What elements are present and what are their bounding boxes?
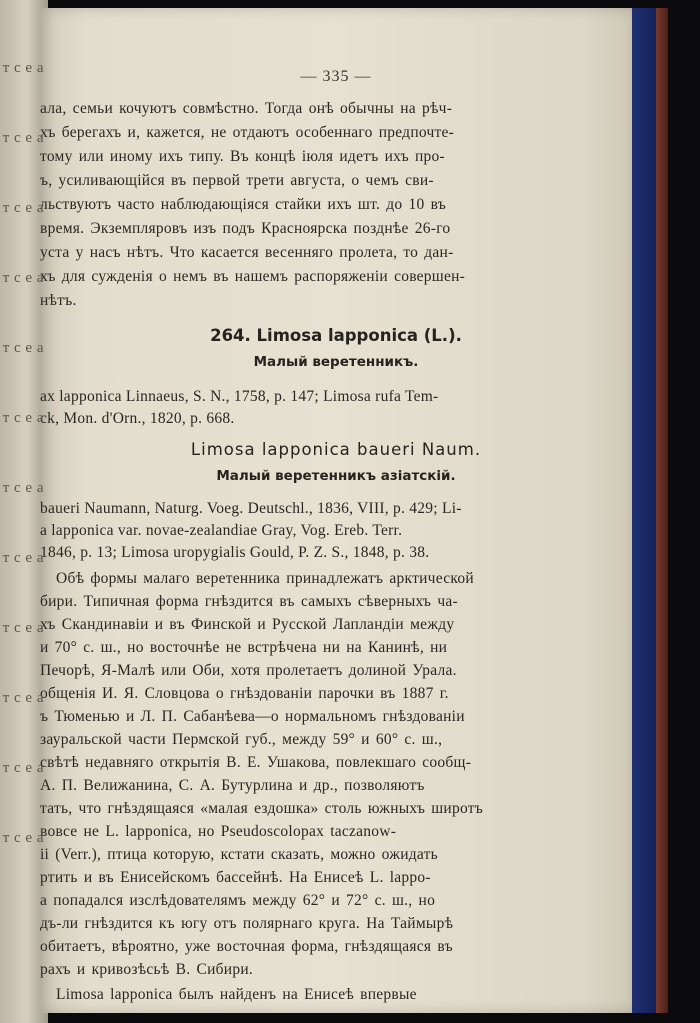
reference-line: 1846, p. 13; Limosa uropygialis Gould, P. Z. S., 1848, p. 38. — [40, 544, 430, 561]
book-page — [40, 8, 632, 1013]
facing-page-text — [0, 0, 48, 1023]
text-line: ъ, усиливающійся въ первой трети августа, о чемъ сви- — [40, 172, 434, 189]
facing-page-letter — [0, 690, 44, 707]
text-line: a попадался изслѣдователямъ между 62° и 72° с. ш., но — [40, 892, 436, 909]
text-line: вовсе не L. lapponica, но Pseudoscolopax taczanow- — [40, 823, 397, 840]
species-heading: 264. Limosa lapponica (L.). — [210, 326, 462, 345]
facing-page-letter — [0, 410, 44, 427]
text-line: общенія И. Я. Словцова о гнѣздованіи парочки въ 1887 г. — [40, 685, 449, 702]
reference-line: a lapponica var. novae-zealandiae Gray, Vog. Ereb. Terr. — [40, 522, 403, 539]
reference-line: baueri Naumann, Naturg. Voeg. Deutschl., 1836, VIII, p. 429; Li- — [40, 500, 462, 517]
text-line: тать, что гнѣздящаяся «малая ездошка» столь южныхъ широтъ — [40, 800, 484, 817]
species-common-name: Малый веретенникъ. — [253, 354, 419, 370]
facing-page-letter — [0, 620, 44, 637]
facing-page-letter — [0, 550, 44, 567]
facing-page-letter — [0, 760, 44, 777]
reference-line: ax lapponica Linnaeus, S. N., 1758, p. 147; Limosa rufa Tem- — [40, 388, 439, 405]
facing-page-letter — [0, 830, 44, 847]
text-line: и 70° с. ш., но восточнѣе не встрѣчена ни на Канинѣ, ни — [40, 639, 448, 656]
text-line: нѣтъ. — [40, 292, 77, 309]
text-line: время. Экземпляровъ изъ подъ Красноярска позднѣе 26-го — [40, 220, 451, 237]
reference-line: ck, Mon. d'Orn., 1820, p. 668. — [40, 410, 235, 427]
text-line: хъ Скандинавіи и въ Финской и Русской Лапландіи между — [40, 616, 455, 633]
text-line: Печорѣ, Я-Малѣ или Оби, хотя пролетаетъ долиной Урала. — [40, 662, 457, 679]
facing-page-letter — [0, 200, 44, 217]
text-line: бири. Типичная форма гнѣздится въ самыхъ сѣверныхъ ча- — [40, 593, 458, 610]
text-line: ртить и въ Енисейскомъ бассейнѣ. На Енисеѣ L. lappo- — [40, 869, 431, 886]
text-line: Обѣ формы малаго веретенника принадлежатъ арктической — [56, 570, 474, 587]
text-line: хъ для сужденія о немъ въ нашемъ распоряженіи совершен- — [40, 268, 466, 285]
text-line: зауральской части Пермской губ., между 59° и 60° с. ш., — [40, 731, 443, 748]
text-line: тому или иному ихъ типу. Въ концѣ іюля идетъ ихъ про- — [40, 148, 445, 165]
facing-page-letter — [0, 270, 44, 287]
text-line: дъ-ли гнѣздится къ югу отъ полярнаго круга. На Таймырѣ — [40, 915, 454, 932]
facing-page-letter — [0, 60, 44, 77]
text-line: ъ Тюменью и Л. П. Сабанѣева—о нормальномъ гнѣздованіи — [40, 708, 465, 725]
facing-page-letter — [0, 130, 44, 147]
page-number: — 335 — — [300, 68, 372, 85]
text-line: Limosa lapponica былъ найденъ на Енисеѣ впервые — [56, 986, 417, 1003]
text-line: ала, семьи кочуютъ совмѣстно. Тогда онѣ обычны на рѣч- — [40, 100, 453, 117]
text-line: свѣтѣ недавняго открытія В. Е. Ушакова, повлекшаго сообщ- — [40, 754, 472, 771]
facing-page-letter — [0, 480, 44, 497]
subspecies-heading: Limosa lapponica baueri Naum. — [190, 440, 482, 459]
text-line: обитаетъ, вѣроятно, уже восточная форма, гнѣздящаяся въ — [40, 938, 453, 955]
text-line: ii (Verr.), птица которую, кстати сказать, можно ожидать — [40, 846, 438, 863]
subspecies-common-name: Малый веретенникъ азіатскій. — [216, 468, 456, 484]
facing-page-letter — [0, 340, 44, 357]
text-line: уста у насъ нѣтъ. Что касается весенняго пролета, то дан- — [40, 244, 454, 261]
text-line: льствуютъ часто наблюдающіяся стайки ихъ шт. до 10 въ — [40, 196, 447, 213]
text-line: рахъ и кривозѣсьѣ В. Сибири. — [40, 961, 253, 978]
text-line: хъ берегахъ и, кажется, не отдаютъ особеннаго предпочте- — [40, 124, 455, 141]
text-line: А. П. Велижанина, С. А. Бутурлина и др., позволяютъ — [40, 777, 425, 794]
